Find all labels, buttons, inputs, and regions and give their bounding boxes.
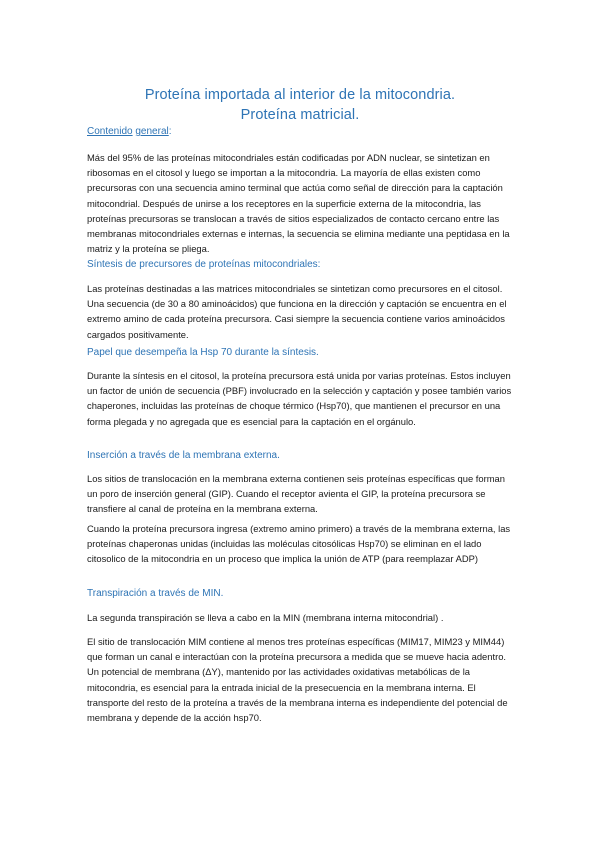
- paragraph-contenido: Más del 95% de las proteínas mitocondriales están codificadas por ADN nuclear, se sintetizan en ribosomas en el citosol y luego se importan a la mitocondria. La mayoría de ellas existen como precursoras con una secuencia amino terminal que actúa como señal de dirección para la captación mitocondrial. Después de unirse a los receptores en la superficie externa de la mitocondria, las proteínas precursoras se translocan a través de sitios especializados de contacto cercano entre las membranas mitocondriales externas e internas, la secuencia se elimina mediante una peptidasa en la matriz y la proteína se pliega.: [87, 152, 510, 255]
- paragraph-transpiracion-2: El sitio de translocación MIM contiene al menos tres proteínas específicas (MIM17, MIM23 y MIM44) que forman un canal e interactúan con la proteína precursora a medida que se mueve hacia adentro. Un potencial de membrana (ΔY), mantenido por las actividades oxidativas metabólicas de la mitocondria, es esencial para la entrada inicial de la presecuencia en la membrana interna. El transporte del resto de la proteína a través de la membrana interna es independiente del potencial de membrana y depende de la acción hsp70.: [87, 636, 508, 724]
- paragraph-hsp70: Durante la síntesis en el citosol, la proteína precursora está unida por varias proteínas. Estos incluyen un factor de unión de secuencia (PBF) involucrado en la selección y captación y posee también varios chaperones, incluidas las proteínas de choque térmico (Hsp70), que mantienen el precursor en una forma plegada y no agregada que es esencial para la captación en el orgánulo.: [87, 370, 512, 427]
- paragraph-transpiracion-1: La segunda transpiración se lleva a cabo en la MIN (membrana interna mitocondrial) .: [87, 612, 444, 623]
- paragraph-insercion-2: Cuando la proteína precursora ingresa (extremo amino primero) a través de la membrana externa, las proteínas chaperonas unidas (incluidas las moléculas citosólicas Hsp70) se eliminan en el lado citosolico de la mitocondria en un proceso que implica la unión de ATP (para reemplazar ADP): [87, 523, 511, 565]
- section-heading-contenido: [87, 125, 172, 139]
- heading-word-contenido: Contenido: [87, 126, 133, 137]
- section-heading-hsp70: Papel que desempeña la Hsp 70 durante la síntesis.: [87, 347, 319, 358]
- page-title-line2: Proteína matricial.: [240, 107, 360, 123]
- paragraph-insercion-1: Los sitios de translocación en la membrana externa contienen seis proteínas específicas que forman un poro de inserción general (GIP). Cuando el receptor avienta el GIP, la proteína precursora se transfiere al canal de proteína en la membrana externa.: [87, 473, 505, 515]
- heading-word-general: general: [135, 126, 169, 137]
- section-heading-sintesis: Síntesis de precursores de proteínas mitocondriales:: [87, 259, 321, 270]
- paragraph-sintesis: Las proteínas destinadas a las matrices mitocondriales se sintetizan como precursores en el citosol. Una secuencia (de 30 a 80 aminoácidos) que funciona en la dirección y captación se encuentra en el extremo amino de cada proteína precursora. Casi siempre la secuencia contiene varios aminoácidos cargados positivamente.: [87, 283, 507, 340]
- heading-colon: :: [168, 126, 172, 137]
- section-heading-insercion: Inserción a través de la membrana externa.: [87, 450, 280, 461]
- page-title-line1: Proteína importada al interior de la mitocondria.: [144, 87, 456, 103]
- section-heading-transpiracion: Transpiración a través de MIN.: [87, 588, 224, 599]
